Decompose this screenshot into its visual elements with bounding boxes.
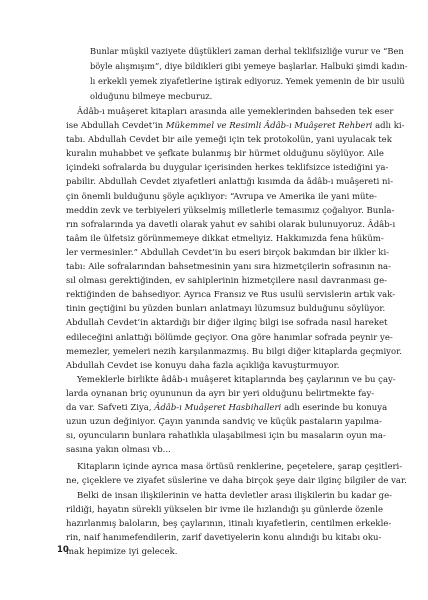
body-text-run: meddin zevk ve terbiyeleri yükselmiş milletlerle temasımız çoğalıyor. Bunla- [66,205,395,216]
body-text-run: Belki de insan ilişkilerinin ve hatta devletler arası ilişkilerin bu kadar ge- [77,490,392,501]
body-text-run: tabı. Abdullah Cevdet bir aile yemeği için tek protokolün, yani uyulacak tek [66,135,392,146]
body-text-run: rektiğinden de bahsediyor. Ayrıca Fransız ve Rus usulü servislerin artık vak- [66,290,396,301]
body-text-run: larda oynanan briç oyununun da ayrı bir yeri olduğunu belirtmekte fay- [66,388,375,399]
body-text-run: rin, naif hanımefendilerin, zarif davetiyelerin konu alındığı bu kitabı oku- [66,532,382,543]
body-line [66,373,396,387]
body-line [66,119,405,133]
body-text-run: ler vermesinler.” Abdullah Cevdet’in bu eseri birçok bakımdan bir ilkler ki- [66,247,390,258]
body-text-run: tabı: Aile sofralarından bahsetmesinin yanı sıra hizmetçilerin sofrasının na- [66,262,391,273]
body-text-run: mak hepimize iyi gelecek. [66,546,178,557]
body-line [66,387,396,401]
body-line [66,316,396,330]
body-line [66,503,396,517]
body-line [66,474,407,488]
body-text-run: adlı ki- [372,121,405,132]
body-text-run: ise Abdullah Cevdet’in [66,121,166,132]
body-text-run: Abdullah Cevdet’in aktardığı bir diğer ilginç bilgi ise sofrada nasıl hareket [66,318,388,329]
body-text-run: taâm ile ülfetsiz görünmemeye dikkat etmeliyiz. Hakkımızda fena hüküm- [66,233,384,244]
body-text-run: sı, oyuncuların bunlara rahatlıkla ulaşabilmesi için bu masaların oyun ma- [66,431,386,442]
body-line [66,545,396,559]
body-line [66,517,396,531]
body-text-run: sıl olması gerektiğinden, ev sahiplerinin hizmetçilere nasıl davranması ge- [66,276,387,287]
body-line [66,133,396,147]
body-text-run: içindeki sofralarda bu duygular içerisinden herkes teklifsizce istediğini ya- [66,163,389,174]
body-text-run: Âdâb-ı muâşeret kitapları arasında aile yemeklerinden bahseden tek eser [77,107,394,117]
quote-line: olduğunu bilmeye mecburuz. [90,91,213,101]
body-text-run: kuralın muhabbet ve şefkate bulanmış bir hürmet olduğunu söylüyor. Aile [66,149,384,160]
body-text-run: Yemeklerle birlikte âdâb-ı muâşeret kitaplarında beş çaylarının ve bu çay- [77,374,396,385]
body-line [66,359,396,373]
body-text-run: sasına yakın olması vb... [66,445,171,456]
body-text-run: rın sofralarında ya davetli olarak yahut ev sahibi olarak bulunuyoruz. Âdâb-ı [66,219,396,230]
body-line [66,105,396,119]
body-line [66,274,396,288]
body-line [66,331,396,345]
body-line [66,175,396,189]
body-line [66,161,396,175]
body-text-run: tinin geçtiğini bu yüzden bunları anlatmayı lüzumsuz bulduğunu söylüyor. [66,304,386,315]
body-line [66,218,396,232]
body-line [66,260,396,274]
body-text-run: edileceğini anlattığı bölümde geçiyor. Ona göre hanımlar sofrada peynir ye- [66,332,393,343]
body-line [66,531,396,545]
body-line [66,460,403,474]
body-text-run: rildiği, hayatın sürekli yükselen bir ivme ile hızlandığı şu günlerde özenle [66,504,384,515]
body-text-run: hazırlanmış baloların, beş çaylarının, itinalı kıyafetlerin, centilmen erkekle- [66,518,392,529]
body-line [66,288,396,302]
body-text-run: pabilir. Abdullah Cevdet ziyafetleri anlattığı kısımda da âdâb-ı muâşereti ni- [66,177,394,188]
body-text-run: Kitapların içinde ayrıca masa örtüsü renklerine, peçetelere, şarap çeşitleri- [77,462,403,473]
quote-line: Bunlar müşkil vaziyete düştükleri zaman derhal teklifsizliğe vurur ve “Ben [90,46,404,56]
body-text-run: da var. Safveti Ziya, [66,402,155,413]
body-line [66,415,396,429]
block-quote [90,44,408,104]
body-line [66,246,396,260]
body-line [66,429,396,443]
body-text-run: çin önemli bulduğunu şöyle açıklıyor: “Avrupa ve Amerika ile yani müte- [66,191,377,202]
body-line [66,204,396,218]
body-line [66,302,396,316]
body-line [66,232,396,246]
body-line [66,401,396,415]
book-title-text: Âdâb-ı Muâşeret Hasbihalleri [154,402,282,413]
page-number: 10 [57,545,69,555]
body-line [66,147,396,161]
quote-line: lı erkekli yemek ziyafetlerine iştirak ediyoruz. Yemek yemenin de bir usulü [90,76,405,86]
body-line [66,443,396,457]
body-text-run: memezler, yemeleri nezih karşılanmazmış. Bu bilgi diğer kitaplarda geçmiyor. [66,346,402,357]
body-line [66,190,396,204]
body-text-run: ne, çiçeklere ve ziyafet süslerine ve daha birçok şeye dair ilginç bilgiler de var. [66,476,407,487]
body-text [66,105,407,559]
body-line [66,345,402,359]
body-text-run: Abdullah Cevdet ise konuyu daha fazla açıkliğa kavuşturmuyor. [66,360,340,371]
body-text-run: uzun uzun değiniyor. Çayın yanında sandviç ve küçük pastaların yapılma- [66,417,382,428]
body-text-run: adlı eserinde bu konuya [281,402,388,413]
body-line [66,489,396,503]
book-title-text: Mükemmel ve Resimli Âdâb-ı Muâşeret Rehberi [165,121,373,132]
quote-line: böyle alışmışım”, diye bildikleri gibi yemeye başlarlar. Halbuki şimdi kadın- [90,61,408,71]
